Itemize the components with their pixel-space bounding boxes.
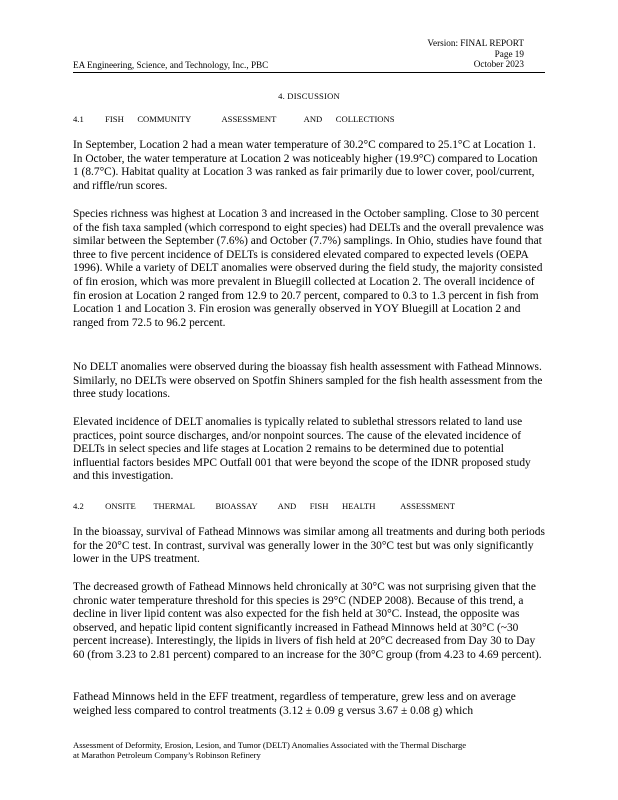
heading-word: ONSITE — [105, 501, 136, 511]
subsection-heading-4-1 — [73, 114, 395, 124]
heading-word: ASSESSMENT — [221, 114, 277, 124]
heading-word: COMMUNITY — [137, 114, 192, 124]
subsection-number: 4.2 — [73, 501, 84, 511]
header-rule — [73, 72, 545, 73]
footer-line: at Marathon Petroleum Company’s Robinson Refinery — [73, 750, 261, 761]
heading-word: FISH — [105, 114, 124, 124]
version-label: Version: FINAL REPORT — [427, 38, 524, 48]
paragraph: Elevated incidence of DELT anomalies is typically related to sublethal stressors related to land use practices, point source discharges, and/or nonpoint sources. The cause of the elevated incidence of DELTs in select species and life stages at Location 2 remains to be determined due to potential influential factors besides MPC Outfall 001 that were beyond the scope of the IDNR proposed study and this investigation. — [73, 416, 531, 483]
heading-word: AND — [303, 114, 323, 124]
page-number: Page 19 — [494, 48, 524, 59]
paragraph: Species richness was highest at Location 3 and increased in the October sampling. Close to 30 percent of the fish taxa sampled (which correspond to eight species) had DELTs and the overall prevalence was similar between the September (7.6%) and October (7.7%) samplings. In Ohio, studies have found that three to five percent incidence of DELTs is considered elevated compared to expected levels (OEPA 1996). While a variety of DELT anomalies were observed during the field study, the majority consisted of fin erosion, which was more prevalent in Bluegill collected at Location 2. The overall incidence of fin erosion at Location 2 ranged from 12.9 to 20.7 percent, compared to 0.3 to 1.3 percent in fish from Location 1 and Location 3. Fin erosion was generally observed in YOY Bluegill at Location 2 and ranged from 72.5 to 96.2 percent. — [73, 208, 544, 329]
subsection-number: 4.1 — [73, 114, 84, 124]
header-meta — [427, 38, 524, 70]
footer-line: Assessment of Deformity, Erosion, Lesion, and Tumor (DELT) Anomalies Associated with the Thermal Discharge — [73, 740, 467, 750]
heading-word: COLLECTIONS — [335, 114, 395, 124]
paragraph: In the bioassay, survival of Fathead Minnows was similar among all treatments and during both periods for the 20°C test. In contrast, survival was generally lower in the 30°C test but was only significantly lower in the UPS treatment. — [73, 526, 545, 566]
heading-word: FISH — [309, 501, 329, 511]
heading-word: AND — [277, 501, 297, 511]
section-title: 4. DISCUSSION — [278, 91, 340, 101]
company-name: EA Engineering, Science, and Technology, Inc., PBC — [73, 60, 269, 70]
heading-word: BIOASSAY — [215, 501, 258, 511]
report-date: October 2023 — [473, 59, 524, 70]
heading-word: THERMAL — [153, 501, 195, 511]
paragraph: Fathead Minnows held in the EFF treatment, regardless of temperature, grew less and on average weighed less compared to control treatments (3.12 ± 0.09 g versus 3.67 ± 0.08 g) which — [73, 691, 516, 717]
footer — [73, 740, 553, 761]
subsection-heading-4-2 — [73, 501, 455, 511]
heading-word: ASSESSMENT — [400, 501, 456, 511]
paragraph: No DELT anomalies were observed during the bioassay fish health assessment with Fathead Minnows. Similarly, no DELTs were observed on Spotfin Shiners sampled for the fish health assessment from the three study locations. — [73, 361, 543, 401]
paragraph: The decreased growth of Fathead Minnows held chronically at 30°C was not surprising given that the chronic water temperature threshold for this species is 29°C (NDEP 2008). Because of this trend, a decline in liver lipid content was also expected for the fish held at 30°C. Instead, the opposite was observed, and hepatic lipid content significantly increased in Fathead Minnows held at 30°C (~30 percent increase). Interestingly, the lipids in livers of fish held at 20°C decreased from Day 30 to Day 60 (from 3.23 to 2.81 percent) compared to an increase for the 30°C group (from 4.23 to 4.69 percent). — [73, 581, 542, 661]
paragraph: In September, Location 2 had a mean water temperature of 30.2°C compared to 25.1°C at Location 1. In October, the water temperature at Location 2 was noticeably higher (19.9°C) compared to Location 1 (8.7°C). Habitat quality at Location 3 was ranked as fair primarily due to lower cover, pool/current, and riffle/run scores. — [73, 139, 538, 192]
heading-word: HEALTH — [341, 501, 376, 511]
